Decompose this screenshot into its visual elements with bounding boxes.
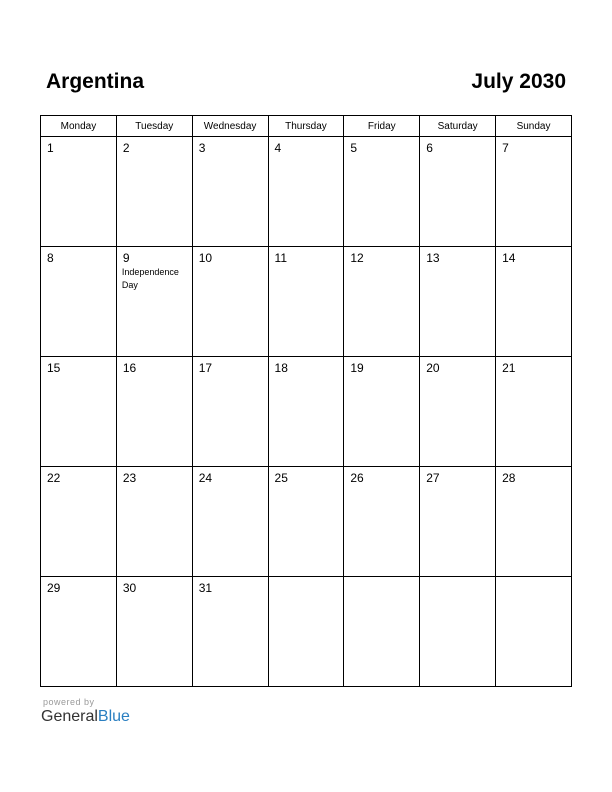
week-row [41, 577, 572, 687]
day-cell [41, 467, 117, 577]
day-cell [41, 577, 117, 687]
powered-by-label: powered by [43, 697, 95, 707]
day-cell [116, 577, 192, 687]
day-cell [420, 137, 496, 247]
day-cell [116, 247, 192, 357]
day-cell [41, 247, 117, 357]
day-number: 27 [426, 471, 440, 485]
day-cell [344, 137, 420, 247]
day-number [269, 577, 344, 581]
day-cell [496, 577, 572, 687]
day-number: 10 [198, 251, 213, 265]
day-cell [420, 247, 496, 357]
week-row [41, 137, 572, 247]
day-number: 3 [198, 141, 206, 155]
day-number [344, 577, 419, 581]
day-cell [420, 357, 496, 467]
holiday-label: Independence Day [121, 267, 179, 290]
day-cell [344, 357, 420, 467]
weekday-header: Tuesday [116, 116, 192, 137]
country-title: Argentina [46, 70, 145, 93]
day-number: 7 [502, 141, 509, 155]
weekday-header: Saturday [420, 116, 496, 137]
day-number: 28 [502, 471, 516, 485]
day-cell [192, 577, 268, 687]
day-cell [268, 357, 344, 467]
day-cell [192, 247, 268, 357]
day-number: 2 [122, 141, 130, 155]
day-number [496, 577, 571, 581]
day-cell [116, 467, 192, 577]
day-number: 24 [198, 471, 213, 485]
day-cell [496, 357, 572, 467]
day-cell [41, 137, 117, 247]
week-row [41, 247, 572, 357]
day-number: 17 [198, 361, 213, 375]
day-cell [116, 137, 192, 247]
weekday-header: Sunday [496, 116, 572, 137]
day-cell [268, 467, 344, 577]
weekday-header: Thursday [268, 116, 344, 137]
day-cell [268, 577, 344, 687]
day-number: 29 [47, 581, 61, 595]
day-cell [420, 577, 496, 687]
day-number: 22 [47, 471, 61, 485]
day-number: 11 [274, 251, 287, 265]
day-number: 26 [350, 471, 364, 485]
day-cell [116, 357, 192, 467]
day-number: 6 [426, 141, 433, 155]
weekday-header: Monday [41, 116, 117, 137]
weekday-header: Friday [344, 116, 420, 137]
month-year-title: July 2030 [471, 70, 566, 93]
day-number: 12 [350, 251, 364, 265]
weekday-header-row [41, 116, 572, 137]
day-cell [41, 357, 117, 467]
day-number: 23 [122, 471, 137, 485]
day-cell [268, 137, 344, 247]
day-cell [496, 467, 572, 577]
generalblue-logo[interactable] [41, 708, 130, 726]
day-number: 9 [122, 251, 130, 265]
day-number: 15 [47, 361, 61, 375]
day-number: 16 [122, 361, 137, 375]
day-cell [420, 467, 496, 577]
day-number: 1 [47, 141, 54, 155]
day-cell [192, 357, 268, 467]
day-number: 25 [274, 471, 288, 485]
day-cell [268, 247, 344, 357]
day-number: 20 [426, 361, 440, 375]
day-number [420, 577, 495, 581]
day-number: 4 [274, 141, 282, 155]
day-cell [192, 467, 268, 577]
day-cell [344, 247, 420, 357]
week-row [41, 357, 572, 467]
day-cell [496, 247, 572, 357]
day-number: 19 [350, 361, 364, 375]
day-cell [344, 577, 420, 687]
brand-name-part1: General [41, 708, 98, 725]
day-number: 8 [47, 251, 54, 265]
day-number: 5 [350, 141, 358, 155]
calendar-grid [40, 115, 572, 687]
day-cell [192, 137, 268, 247]
day-number: 18 [274, 361, 288, 375]
day-number: 30 [122, 581, 137, 595]
day-cell [496, 137, 572, 247]
day-number: 14 [502, 251, 516, 265]
day-number: 13 [426, 251, 440, 265]
day-number: 31 [198, 581, 213, 595]
brand-name-part2: Blue [97, 708, 130, 725]
day-number: 21 [502, 361, 516, 375]
weekday-header: Wednesday [192, 116, 268, 137]
week-row [41, 467, 572, 577]
day-cell [344, 467, 420, 577]
